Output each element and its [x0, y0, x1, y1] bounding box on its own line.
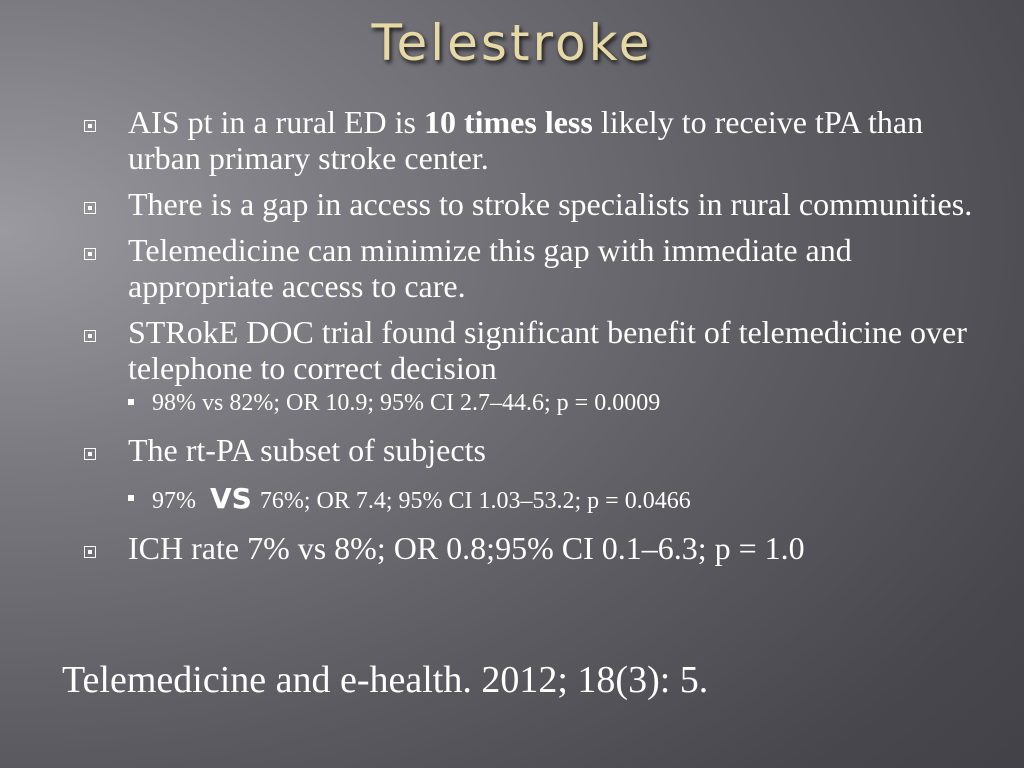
sub-bullet-item-stats — [128, 388, 1000, 418]
bullet-text: The rt-PA subset of subjects — [128, 432, 486, 468]
bullet-text-bold: 10 times less — [423, 104, 593, 140]
sub-bullet-text: 98% vs 82%; OR 10.9; 95% CI 2.7–44.6; p = 0.0009 — [152, 390, 661, 416]
sub-bullet-item-rtpa-stats — [128, 484, 1000, 516]
boxed-square-bullet-icon — [84, 546, 96, 558]
bullet-item-stroke-doc — [80, 314, 1000, 386]
bullet-text-pre: AIS pt in a rural ED is — [128, 104, 424, 140]
boxed-square-bullet-icon — [84, 120, 96, 132]
bullet-text — [128, 104, 1000, 176]
boxed-square-bullet-icon — [84, 202, 96, 214]
sub-bullet-text-pre: 97% — [152, 488, 196, 514]
sub-bullet-text-post: 76%; OR 7.4; 95% CI 1.03–53.2; p = 0.0466 — [259, 488, 691, 514]
bullet-text: ICH rate 7% vs 8%; OR 0.8;95% CI 0.1–6.3; p = 1.0 — [128, 530, 805, 566]
filled-square-bullet-icon — [128, 495, 134, 501]
bullet-item-telemedicine — [80, 232, 1000, 304]
citation: Telemedicine and e-health. 2012; 18(3): 5. — [62, 659, 709, 701]
bullet-item-rural-tpa — [80, 104, 1000, 176]
bullet-item-ich-rate — [80, 530, 1000, 566]
boxed-square-bullet-icon — [84, 248, 96, 260]
slide-title: Telestroke — [371, 14, 653, 72]
bullet-text: There is a gap in access to stroke specialists in rural communities. — [128, 186, 973, 222]
bullet-text: Telemedicine can minimize this gap with immediate and appropriate access to care. — [128, 232, 852, 304]
bullet-text-post: likely to receive tPA than urban primary stroke center. — [128, 104, 924, 176]
boxed-square-bullet-icon — [84, 448, 96, 460]
vs-label: VS — [210, 482, 252, 515]
bullet-item-rtpa-subset — [80, 432, 1000, 468]
bullet-text: STRokE DOC trial found significant benefit of telemedicine over telephone to correct decision — [128, 314, 967, 386]
bullet-item-access-gap — [80, 186, 1000, 222]
sub-bullet-text — [152, 484, 691, 516]
boxed-square-bullet-icon — [84, 330, 96, 342]
bullet-list — [80, 104, 1000, 576]
filled-square-bullet-icon — [128, 399, 134, 405]
